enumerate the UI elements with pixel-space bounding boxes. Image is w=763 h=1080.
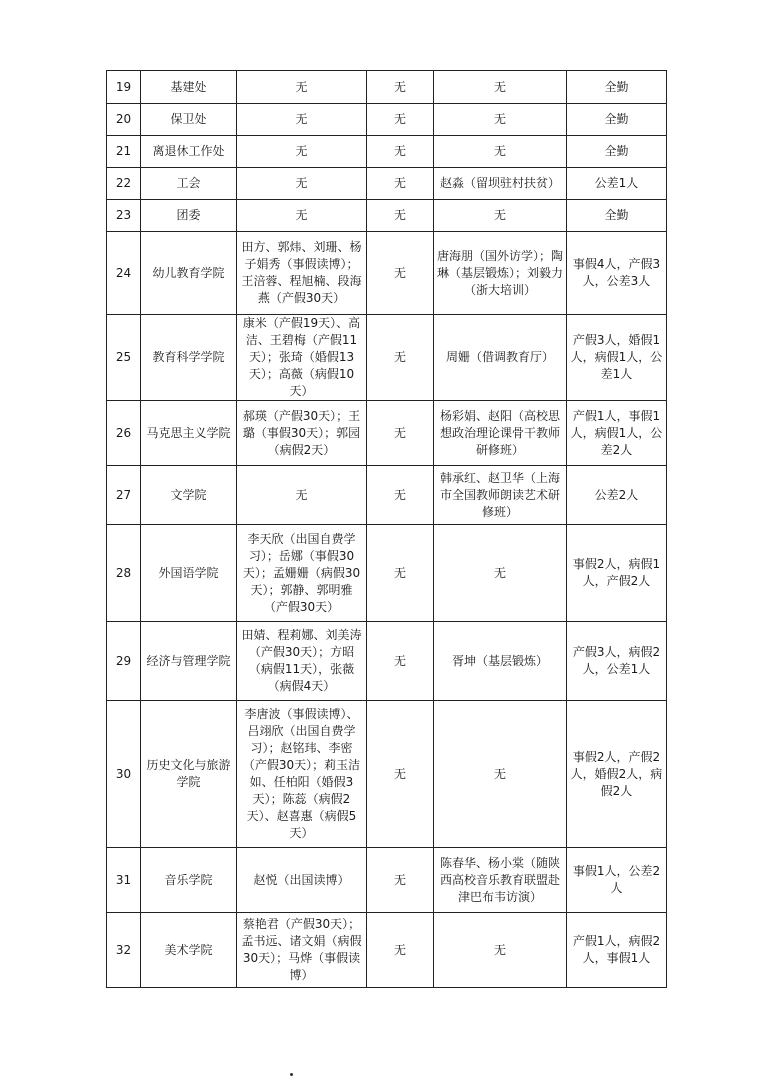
attendance-summary: 产假1人，事假1人，病假1人，公差2人 — [567, 401, 667, 466]
attendance-table — [106, 70, 667, 988]
absence-detail: 无 — [367, 848, 434, 913]
department-name: 经济与管理学院 — [141, 622, 237, 701]
leave-detail: 无 — [237, 104, 367, 136]
attendance-summary: 事假2人，病假1人，产假2人 — [567, 525, 667, 622]
leave-detail: 无 — [237, 136, 367, 168]
business-trip-detail: 陈春华、杨小棠（随陕西高校音乐教育联盟赴津巴布韦访演） — [434, 848, 567, 913]
leave-detail: 蔡艳君（产假30天）；孟书远、诸文娟（病假30天）；马烨（事假读博） — [237, 913, 367, 988]
leave-detail: 无 — [237, 200, 367, 232]
absence-detail: 无 — [367, 168, 434, 200]
row-number: 25 — [107, 315, 141, 401]
business-trip-detail: 无 — [434, 525, 567, 622]
table-row — [107, 913, 667, 988]
scan-dot — [290, 1073, 293, 1076]
business-trip-detail: 赵淼（留坝驻村扶贫） — [434, 168, 567, 200]
department-name: 幼儿教育学院 — [141, 232, 237, 315]
department-name: 外国语学院 — [141, 525, 237, 622]
table-row — [107, 104, 667, 136]
leave-detail: 无 — [237, 168, 367, 200]
row-number: 19 — [107, 71, 141, 104]
absence-detail: 无 — [367, 71, 434, 104]
row-number: 22 — [107, 168, 141, 200]
table-row — [107, 701, 667, 848]
attendance-summary: 产假3人，病假2人，公差1人 — [567, 622, 667, 701]
department-name: 美术学院 — [141, 913, 237, 988]
row-number: 20 — [107, 104, 141, 136]
attendance-summary: 公差2人 — [567, 466, 667, 525]
table-row — [107, 401, 667, 466]
table-row — [107, 315, 667, 401]
business-trip-detail: 周姗（借调教育厅） — [434, 315, 567, 401]
leave-detail: 田婧、程莉娜、刘美涛（产假30天）；方昭（病假11天），张薇（病假4天） — [237, 622, 367, 701]
absence-detail: 无 — [367, 622, 434, 701]
leave-detail: 无 — [237, 466, 367, 525]
table-row — [107, 848, 667, 913]
department-name: 教育科学学院 — [141, 315, 237, 401]
department-name: 历史文化与旅游学院 — [141, 701, 237, 848]
leave-detail: 赵悦（出国读博） — [237, 848, 367, 913]
absence-detail: 无 — [367, 200, 434, 232]
attendance-summary: 全勤 — [567, 104, 667, 136]
attendance-summary: 事假1人，公差2人 — [567, 848, 667, 913]
leave-detail: 田方、郭炜、刘珊、杨子娟秀（事假读博）；王涪蓉、程旭楠、段海燕（产假30天） — [237, 232, 367, 315]
business-trip-detail: 杨彩娟、赵阳（高校思想政治理论课骨干教师研修班） — [434, 401, 567, 466]
business-trip-detail: 唐海朋（国外访学）；陶琳（基层锻炼）；刘毅力（浙大培训） — [434, 232, 567, 315]
leave-detail: 无 — [237, 71, 367, 104]
absence-detail: 无 — [367, 525, 434, 622]
attendance-table-body — [107, 71, 667, 988]
leave-detail: 郝瑛（产假30天）；王璐（事假30天）；郭园（病假2天） — [237, 401, 367, 466]
attendance-summary: 全勤 — [567, 71, 667, 104]
business-trip-detail: 无 — [434, 136, 567, 168]
row-number: 31 — [107, 848, 141, 913]
row-number: 30 — [107, 701, 141, 848]
department-name: 文学院 — [141, 466, 237, 525]
attendance-summary: 产假1人，病假2人，事假1人 — [567, 913, 667, 988]
absence-detail: 无 — [367, 466, 434, 525]
table-row — [107, 200, 667, 232]
business-trip-detail: 韩承红、赵卫华（上海市全国教师朗读艺术研修班） — [434, 466, 567, 525]
department-name: 团委 — [141, 200, 237, 232]
business-trip-detail: 无 — [434, 200, 567, 232]
absence-detail: 无 — [367, 232, 434, 315]
department-name: 工会 — [141, 168, 237, 200]
table-row — [107, 232, 667, 315]
business-trip-detail: 胥坤（基层锻炼） — [434, 622, 567, 701]
absence-detail: 无 — [367, 315, 434, 401]
department-name: 保卫处 — [141, 104, 237, 136]
table-row — [107, 466, 667, 525]
attendance-summary: 全勤 — [567, 136, 667, 168]
absence-detail: 无 — [367, 701, 434, 848]
row-number: 29 — [107, 622, 141, 701]
row-number: 24 — [107, 232, 141, 315]
absence-detail: 无 — [367, 104, 434, 136]
row-number: 23 — [107, 200, 141, 232]
department-name: 马克思主义学院 — [141, 401, 237, 466]
table-row — [107, 525, 667, 622]
row-number: 21 — [107, 136, 141, 168]
business-trip-detail: 无 — [434, 701, 567, 848]
table-row — [107, 136, 667, 168]
department-name: 音乐学院 — [141, 848, 237, 913]
leave-detail: 李天欣（出国自费学习）；岳娜（事假30天）；孟姗姗（病假30天）；郭静、郭明雅（产假30天） — [237, 525, 367, 622]
row-number: 28 — [107, 525, 141, 622]
attendance-summary: 事假4人，产假3人，公差3人 — [567, 232, 667, 315]
table-row — [107, 71, 667, 104]
attendance-summary: 公差1人 — [567, 168, 667, 200]
absence-detail: 无 — [367, 401, 434, 466]
table-row — [107, 168, 667, 200]
business-trip-detail: 无 — [434, 71, 567, 104]
absence-detail: 无 — [367, 136, 434, 168]
attendance-summary: 全勤 — [567, 200, 667, 232]
table-row — [107, 622, 667, 701]
attendance-summary: 产假3人，婚假1人，病假1人，公差1人 — [567, 315, 667, 401]
business-trip-detail: 无 — [434, 913, 567, 988]
attendance-summary: 事假2人，产假2人，婚假2人，病假2人 — [567, 701, 667, 848]
leave-detail: 康米（产假19天）、高洁、王碧梅（产假11天）；张琦（婚假13天）；高薇（病假10天） — [237, 315, 367, 401]
absence-detail: 无 — [367, 913, 434, 988]
row-number: 27 — [107, 466, 141, 525]
leave-detail: 李唐波（事假读博）、吕翊欣（出国自费学习）；赵铭玮、李密（产假30天）；莉玉洁如、任柏阳（婚假3天）；陈蕊（病假2天）、赵喜惠（病假5天） — [237, 701, 367, 848]
department-name: 基建处 — [141, 71, 237, 104]
business-trip-detail: 无 — [434, 104, 567, 136]
row-number: 26 — [107, 401, 141, 466]
department-name: 离退休工作处 — [141, 136, 237, 168]
row-number: 32 — [107, 913, 141, 988]
